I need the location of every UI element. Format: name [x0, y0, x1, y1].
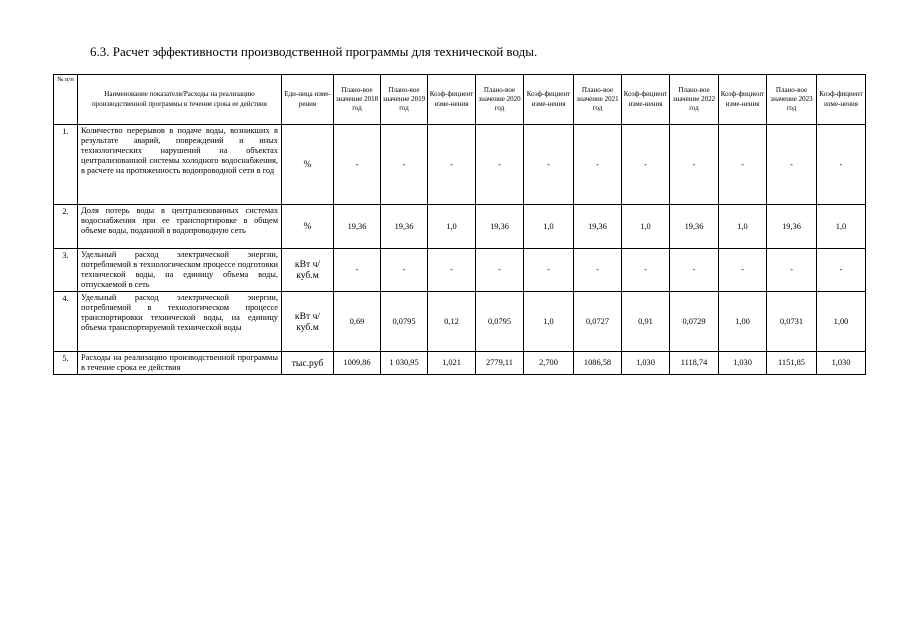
value-cell: 19,36 [767, 205, 817, 249]
row-number: 4. [54, 292, 78, 352]
header-cell: Коэф-фициент изме-нения [719, 75, 767, 125]
header-cell: Плано-вое значение 2020 год [476, 75, 524, 125]
header-cell: Коэф-фициент изме-нения [428, 75, 476, 125]
header-cell: Коэф-фициент изме-нения [524, 75, 574, 125]
header-cell: Плано-вое значение 2018 год [334, 75, 381, 125]
indicator-name: Расходы на реализацию производственной программы в течение срока ее действия [78, 352, 282, 375]
value-cell: - [428, 125, 476, 205]
header-cell: Плано-вое значение 2019 год [381, 75, 428, 125]
value-cell: 19,36 [670, 205, 719, 249]
value-cell: - [767, 249, 817, 292]
indicator-name: Доля потерь воды в централизованных системах водоснабжения при ее транспортировке в общем объеме воды, поданной в водопроводную сеть [78, 205, 282, 249]
value-cell: 1,0 [524, 205, 574, 249]
header-cell: Коэф-фициент изме-нения [622, 75, 670, 125]
indicator-name: Количество перерывов в подаче воды, возникших в результате аварий, повреждений и иных технологических нарушений на объектах централизованной системы холодного водоснабжения, в расчете на протяженность водопроводной сети в год [78, 125, 282, 205]
value-cell: - [476, 125, 524, 205]
table-row [54, 205, 866, 249]
value-cell: 1,030 [719, 352, 767, 375]
value-cell: 1,00 [817, 292, 866, 352]
page-title: 6.3. Расчет эффективности производственной программы для технической воды. [90, 44, 538, 59]
value-cell: - [574, 249, 622, 292]
value-cell: 0,0795 [381, 292, 428, 352]
value-cell: - [334, 249, 381, 292]
header-cell: Плано-вое значение 2021 год [574, 75, 622, 125]
unit-cell: % [282, 205, 334, 249]
value-cell: - [334, 125, 381, 205]
value-cell: - [817, 125, 866, 205]
value-cell: - [622, 125, 670, 205]
value-cell: - [428, 249, 476, 292]
value-cell: - [719, 249, 767, 292]
unit-cell: кВт ч/куб.м [282, 249, 334, 292]
header-cell: Плано-вое значение 2023 год [767, 75, 817, 125]
indicator-name: Удельный расход электрической энергии, потребляемой в технологическом процессе подготовки технической воды, на единицу объема воды, отпускаемой в сеть [78, 249, 282, 292]
value-cell: - [767, 125, 817, 205]
table-row [54, 249, 866, 292]
value-cell: 1151,85 [767, 352, 817, 375]
value-cell: 1,00 [719, 292, 767, 352]
value-cell: 1,021 [428, 352, 476, 375]
value-cell: 1,0 [524, 292, 574, 352]
value-cell: 19,36 [334, 205, 381, 249]
value-cell: - [817, 249, 866, 292]
header-cell: № п/п [54, 75, 78, 125]
efficiency-table [53, 74, 866, 375]
value-cell: - [476, 249, 524, 292]
row-number: 1. [54, 125, 78, 205]
unit-cell: кВт ч/куб.м [282, 292, 334, 352]
table-row [54, 125, 866, 205]
value-cell: 1,0 [622, 205, 670, 249]
unit-cell: % [282, 125, 334, 205]
value-cell: - [381, 125, 428, 205]
indicator-name: Удельный расход электрической энергии, потребляемой в технологическом процессе транспортировки технической воды, на единицу объема транспортируемой технической воды [78, 292, 282, 352]
header-cell: Плано-вое значение 2022 год [670, 75, 719, 125]
table-row [54, 292, 866, 352]
header-cell: Коэф-фициент изме-нения [817, 75, 866, 125]
value-cell: - [670, 249, 719, 292]
row-number: 5. [54, 352, 78, 375]
value-cell: 1118,74 [670, 352, 719, 375]
value-cell: 0,0795 [476, 292, 524, 352]
table-row [54, 352, 866, 375]
value-cell: 0,69 [334, 292, 381, 352]
value-cell: 1,0 [719, 205, 767, 249]
value-cell: 0,0731 [767, 292, 817, 352]
row-number: 3. [54, 249, 78, 292]
value-cell: - [719, 125, 767, 205]
value-cell: 1009,86 [334, 352, 381, 375]
value-cell: - [622, 249, 670, 292]
row-number: 2. [54, 205, 78, 249]
value-cell: 0,0729 [670, 292, 719, 352]
value-cell: 0,0727 [574, 292, 622, 352]
value-cell: - [524, 125, 574, 205]
value-cell: 1,0 [428, 205, 476, 249]
value-cell: 1 030,95 [381, 352, 428, 375]
unit-cell: тыс.руб [282, 352, 334, 375]
value-cell: 1,030 [817, 352, 866, 375]
value-cell: - [524, 249, 574, 292]
value-cell: 2779,11 [476, 352, 524, 375]
value-cell: 19,36 [574, 205, 622, 249]
value-cell: 19,36 [381, 205, 428, 249]
value-cell: - [381, 249, 428, 292]
header-cell: Еди-ница изме-рения [282, 75, 334, 125]
value-cell: - [670, 125, 719, 205]
value-cell: - [574, 125, 622, 205]
header-cell: Наименование показателя/Расходы на реализацию производственной программы в течение срока ее действия [78, 75, 282, 125]
value-cell: 2,700 [524, 352, 574, 375]
value-cell: 1086,58 [574, 352, 622, 375]
value-cell: 1,0 [817, 205, 866, 249]
value-cell: 0,12 [428, 292, 476, 352]
table-header-row [54, 75, 866, 125]
value-cell: 0,91 [622, 292, 670, 352]
value-cell: 19,36 [476, 205, 524, 249]
value-cell: 1,030 [622, 352, 670, 375]
